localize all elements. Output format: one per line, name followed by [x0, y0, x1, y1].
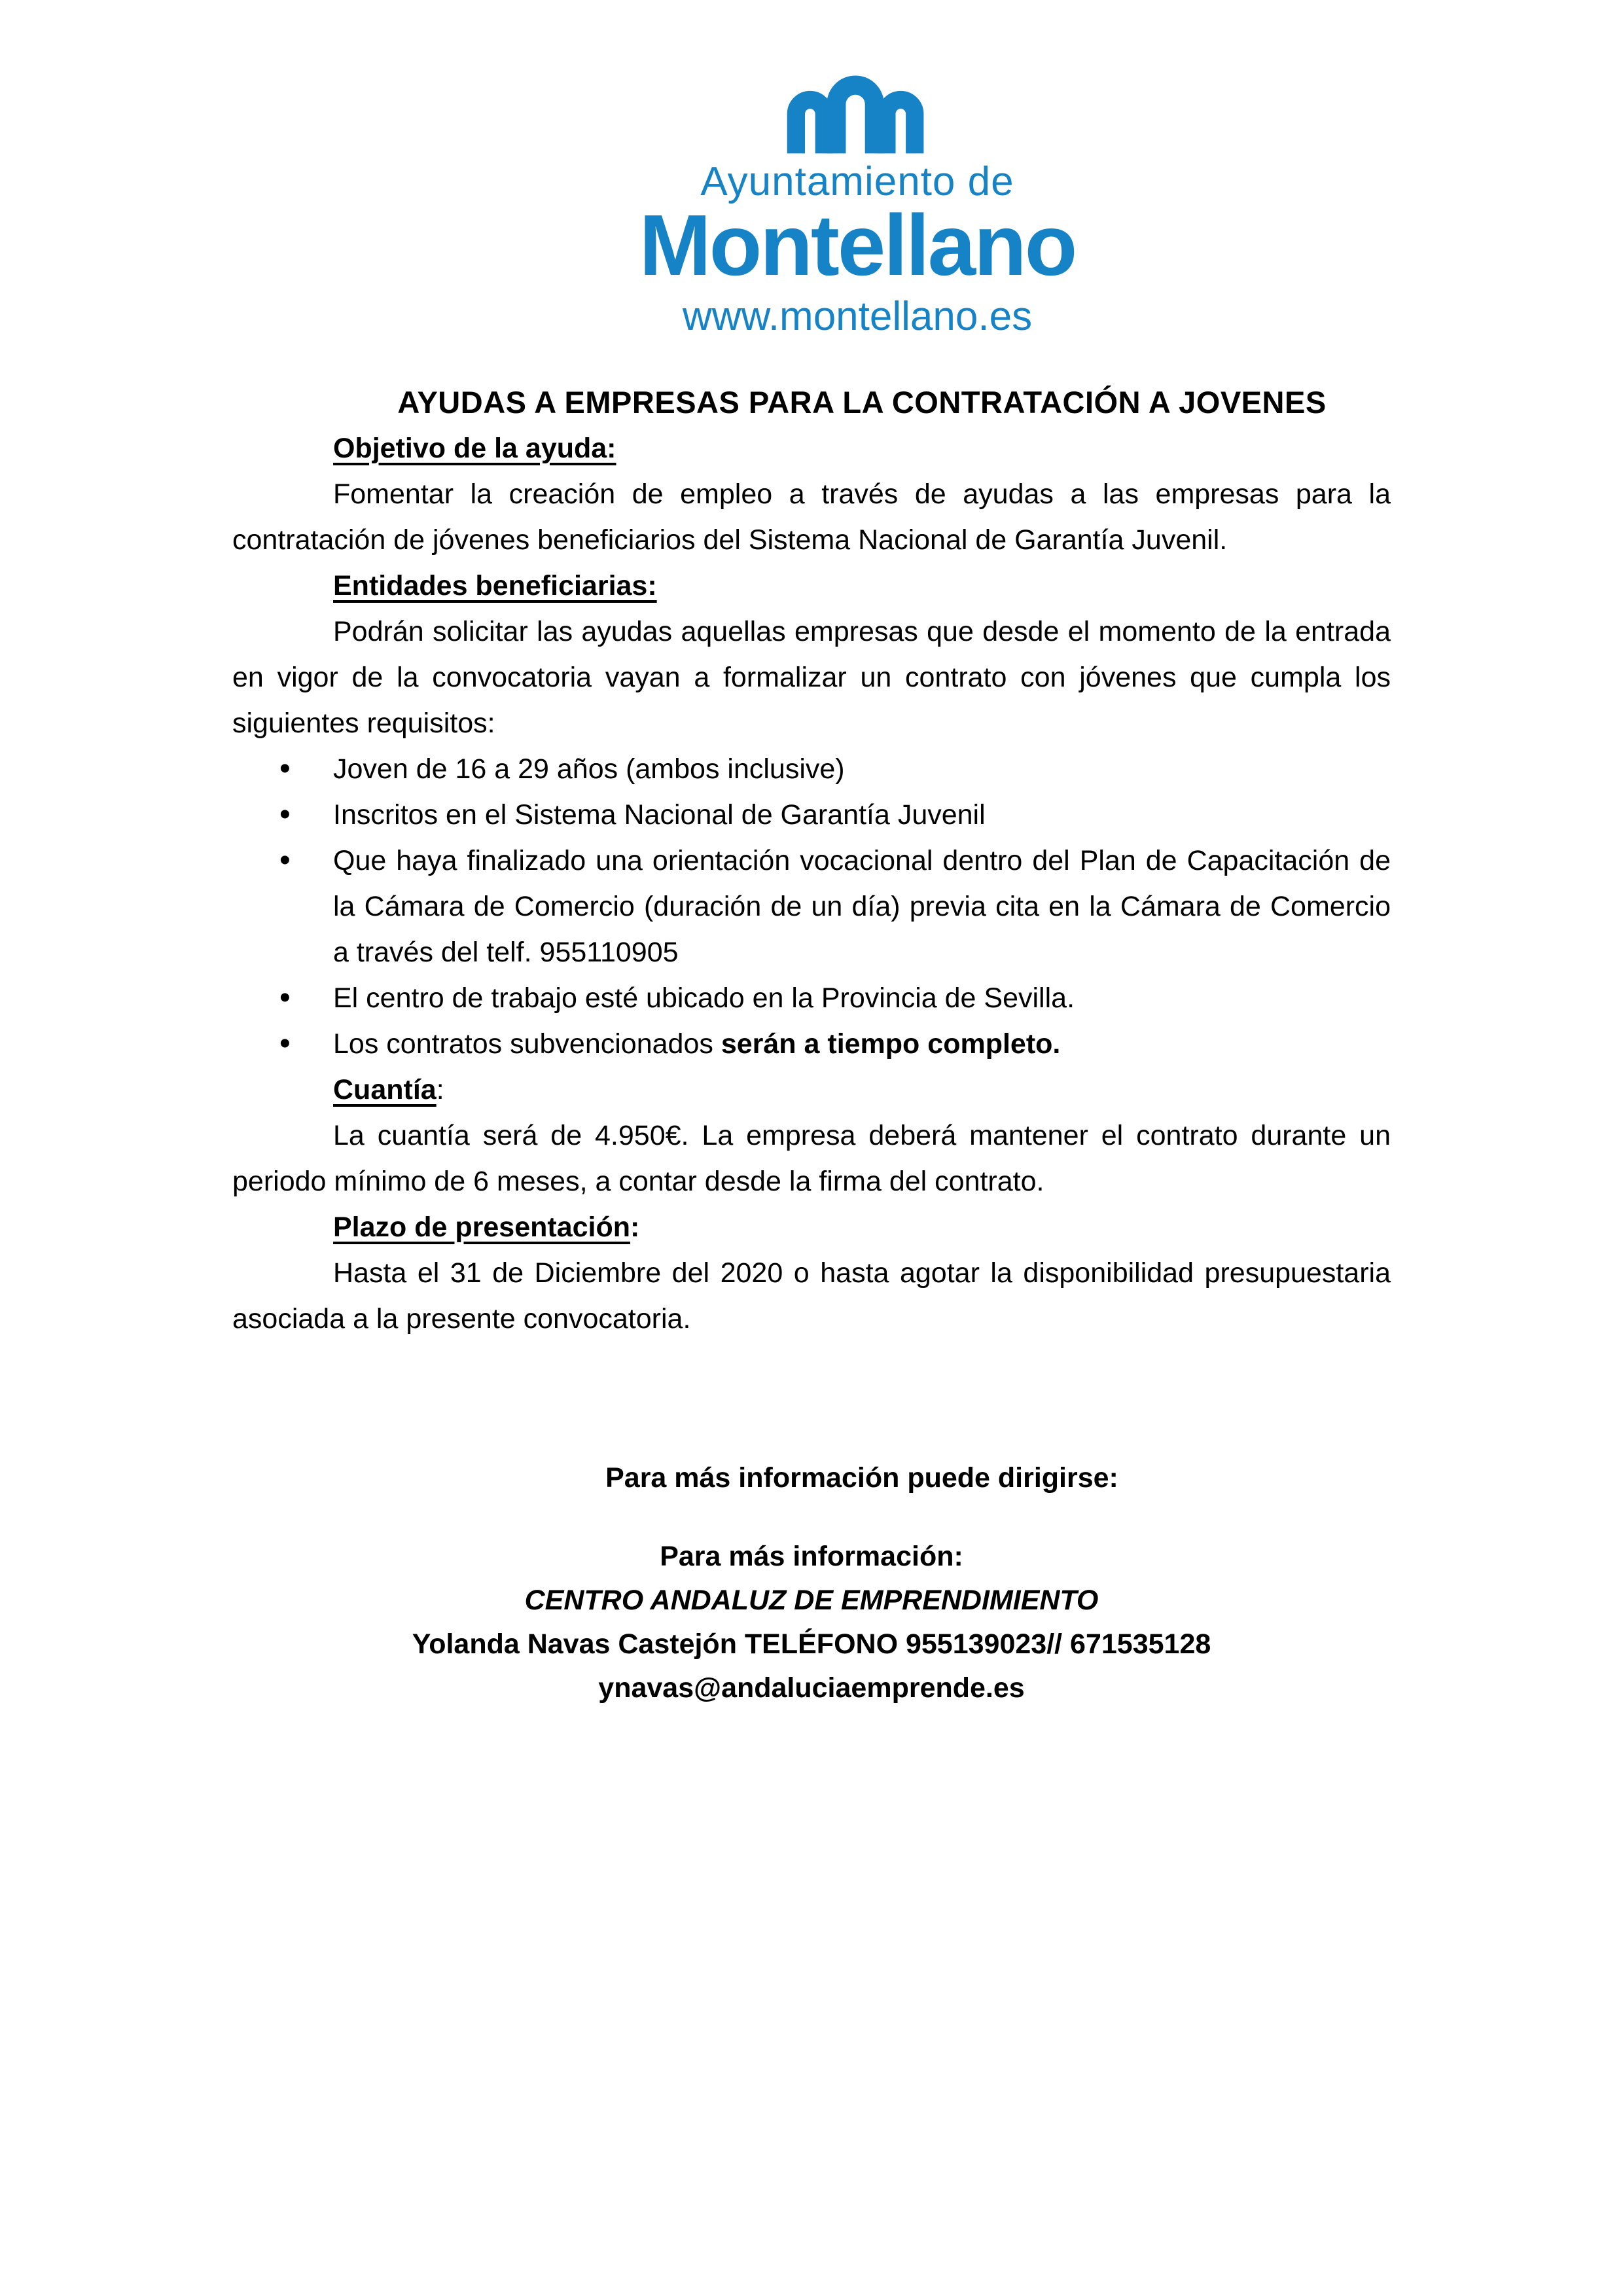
- list-item-text: Joven de 16 a 29 años (ambos inclusive): [333, 753, 845, 785]
- section-heading-cuantia: [232, 1067, 1391, 1113]
- requisitos-list: [232, 746, 1391, 1067]
- contact-more-info: Para más información:: [660, 1541, 963, 1572]
- paragraph-plazo: Hasta el 31 de Diciembre del 2020 o hasta agotar la disponibilidad presupuestaria asociada a la presente convocatoria.: [232, 1257, 1391, 1335]
- contact-person-phone: Yolanda Navas Castejón TELÉFONO 955139023// 671535128: [412, 1628, 1211, 1660]
- logo-website: www.montellano.es: [682, 294, 1033, 339]
- logo-org-name: Montellano: [639, 197, 1076, 293]
- list-item-text-bold: serán a tiempo completo.: [721, 1028, 1061, 1060]
- heading-colon: :: [630, 1211, 640, 1243]
- document-title: AYUDAS A EMPRESAS PARA LA CONTRATACIÓN A JOVENES: [397, 385, 1327, 420]
- section-heading-plazo: [232, 1204, 1391, 1250]
- montellano-arches-icon: [781, 72, 934, 154]
- contact-intro: Para más información puede dirigirse:: [605, 1462, 1118, 1494]
- section-heading-objetivo: Objetivo de la ayuda:: [333, 433, 616, 464]
- list-item-text: Que haya finalizado una orientación vocacional dentro del Plan de Capacitación de la Cámara de Comercio (duración de un día) previa cita en la Cámara de Comercio a través del telf. 955110905: [333, 845, 1391, 968]
- document-body: [232, 380, 1391, 1710]
- list-item-text: Los contratos subvencionados: [333, 1028, 721, 1060]
- heading-colon: :: [436, 1074, 444, 1105]
- logo: [46, 0, 1623, 338]
- list-item-joven: [232, 746, 1391, 792]
- contact-email: ynavas@andaluciaemprende.es: [598, 1672, 1025, 1704]
- contact-center-name: CENTRO ANDALUZ DE EMPRENDIMIENTO: [524, 1585, 1099, 1616]
- list-item-text: El centro de trabajo esté ubicado en la Provincia de Sevilla.: [333, 982, 1075, 1014]
- list-item-centro-trabajo: [232, 975, 1391, 1021]
- heading-underlined-text: Plazo de presentación: [333, 1211, 631, 1243]
- heading-underlined-text: Cuantía: [333, 1074, 437, 1105]
- list-item-orientacion: [232, 838, 1391, 975]
- contact-block: [232, 1535, 1391, 1710]
- list-item-text: Inscritos en el Sistema Nacional de Garantía Juvenil: [333, 799, 986, 831]
- list-item-inscritos: [232, 792, 1391, 838]
- section-heading-entidades: Entidades beneficiarias:: [333, 570, 657, 601]
- logo-org-prefix: Ayuntamiento de: [700, 159, 1014, 204]
- paragraph-objetivo: Fomentar la creación de empleo a través de ayudas a las empresas para la contratación de jóvenes beneficiarios del Sistema Nacional de Garantía Juvenil.: [232, 478, 1391, 556]
- list-item-contratos: [232, 1021, 1391, 1067]
- paragraph-entidades: Podrán solicitar las ayudas aquellas empresas que desde el momento de la entrada en vigor de la convocatoria vayan a formalizar un contrato con jóvenes que cumpla los siguientes requisitos:: [232, 616, 1391, 739]
- paragraph-cuantia: La cuantía será de 4.950€. La empresa deberá mantener el contrato durante un periodo mínimo de 6 meses, a contar desde la firma del contrato.: [232, 1120, 1391, 1197]
